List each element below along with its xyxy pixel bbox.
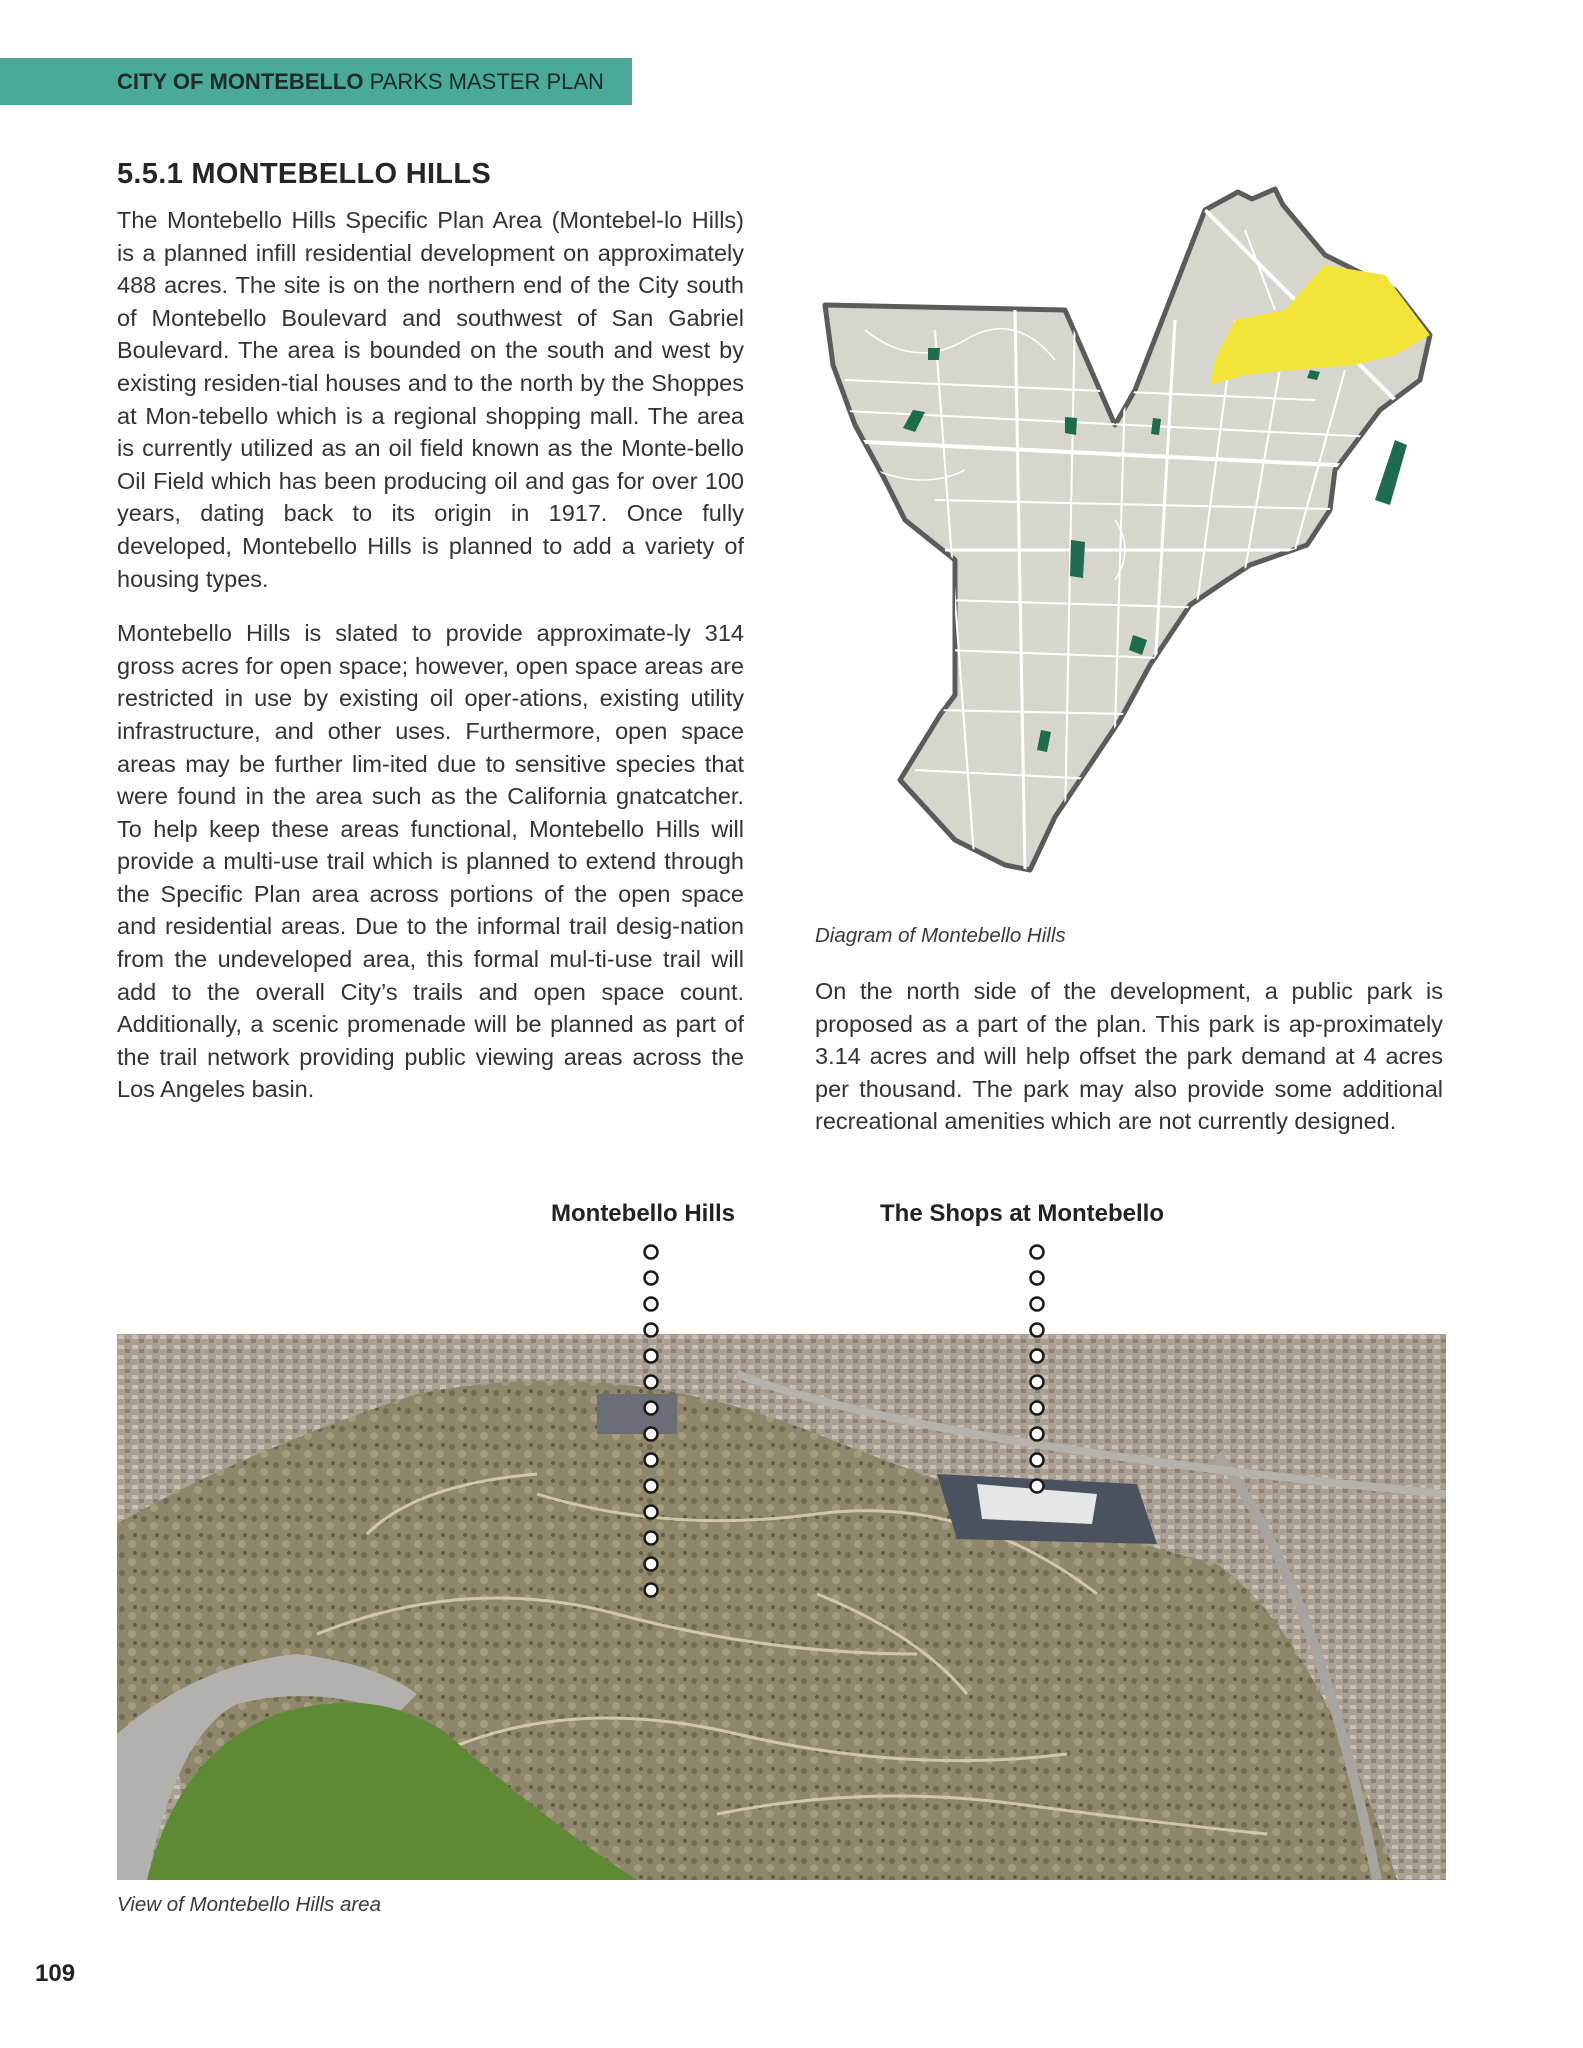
banner-plan-name: PARKS MASTER PLAN: [369, 69, 604, 94]
document-header-banner: [0, 58, 632, 105]
aerial-photo: [117, 1334, 1446, 1880]
banner-city-name: CITY OF MONTEBELLO: [117, 69, 364, 94]
label-montebello-hills: Montebello Hills: [551, 1200, 736, 1227]
right-text-column: [815, 975, 1443, 1138]
label-shops-at-montebello: The Shops at Montebello: [880, 1200, 1165, 1227]
left-text-column: [117, 204, 744, 1128]
right-paragraph-1: On the north side of the development, a public park is proposed as a part of the plan. This park is ap-proximately 3.14 acres and will help offset the park demand at 4 acres per thousand. The park may also provide some additional recreational amenities which are not currently designed.: [815, 978, 1443, 1135]
page-number: 109: [35, 1960, 76, 1987]
left-paragraph-2: Montebello Hills is slated to provide approximate-ly 314 gross acres for open space; however, open space areas are restricted in use by existing oil oper-ations, existing utility infrastructure, and other uses. Furthermore, open space areas may be further lim-ited due to sensitive species that were found in the area such as the California gnatcatcher. To help keep these areas functional, Montebello Hills will provide a multi-use trail which is planned to extend through the Specific Plan area across portions of the open space and residential areas. Due to the informal trail desig-nation from the undeveloped area, this formal mul-ti-use trail will add to the overall City’s trails and open space count. Additionally, a scenic promenade will be planned as part of the trail network providing public viewing areas across the Los Angeles basin.: [117, 620, 744, 1103]
aerial-caption: View of Montebello Hills area: [117, 1893, 381, 1916]
montebello-hills-map: [815, 170, 1450, 890]
section-title: 5.5.1 MONTEBELLO HILLS: [117, 158, 491, 190]
map-caption: Diagram of Montebello Hills: [815, 924, 1066, 947]
left-paragraph-1: The Montebello Hills Specific Plan Area (Montebel-lo Hills) is a planned infill residential development on approximately 488 acres. The site is on the northern end of the City south of Montebello Boulevard and southwest of San Gabriel Boulevard. The area is bounded on the south and west by existing residen-tial houses and to the north by the Shoppes at Mon-tebello which is a regional shopping mall. The area is currently utilized as an oil field known as the Monte-bello Oil Field which has been producing oil and gas for over 100 years, dating back to its origin in 1917. Once fully developed, Montebello Hills is planned to add a variety of housing types.: [117, 207, 744, 592]
